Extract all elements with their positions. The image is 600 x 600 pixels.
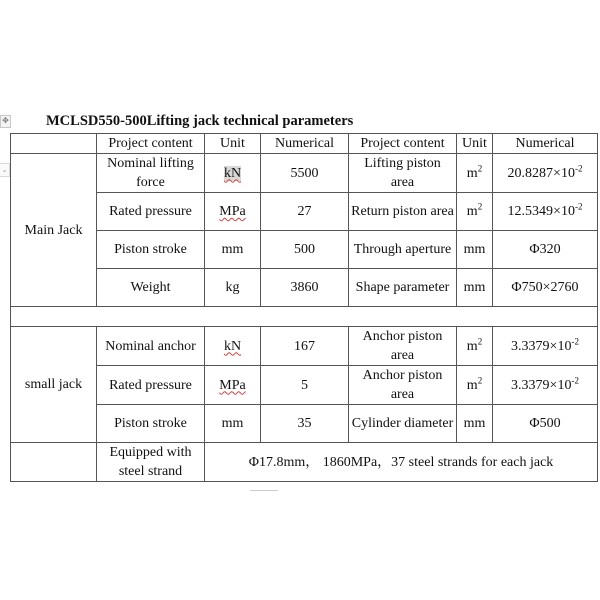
value-cell: 5 [261, 366, 349, 405]
table-row [11, 154, 598, 193]
value-cell [493, 366, 598, 405]
table-move-handle[interactable] [0, 115, 11, 128]
spacer-cell [11, 307, 598, 327]
value-cell: 5500 [261, 154, 349, 193]
unit-text: m [466, 338, 478, 354]
item-cell: Lifting piston area [349, 154, 457, 193]
spacer-row [11, 307, 598, 327]
item-cell: Anchor piston area [349, 366, 457, 405]
value-exponent: -2 [571, 374, 579, 385]
footer-value-cell: Φ17.8mm， 1860MPa，37 steel strands for each jack [205, 443, 598, 482]
unit-text: m [466, 204, 478, 219]
item-cell: Nominal lifting force [97, 154, 205, 193]
table-row [11, 327, 598, 366]
unit-cell [205, 154, 261, 193]
item-cell: Cylinder diameter [349, 405, 457, 443]
unit-cell: mm [205, 231, 261, 269]
value-cell: Φ500 [493, 405, 598, 443]
item-cell: Rated pressure [97, 366, 205, 405]
item-cell: Shape parameter [349, 269, 457, 307]
value-cell: 35 [261, 405, 349, 443]
table-title: MCLSD550-500Lifting jack technical parameters [46, 113, 354, 129]
row-handle[interactable] [0, 163, 10, 177]
unit-cell [457, 193, 493, 231]
table-row [11, 193, 598, 231]
value-cell: 167 [261, 327, 349, 366]
group-label-small-jack: small jack [11, 327, 97, 443]
footer-blank-cell [11, 443, 97, 482]
value-cell [493, 193, 598, 231]
table-row [11, 366, 598, 405]
unit-text: MPa [219, 377, 246, 393]
header-row [11, 134, 598, 154]
value-text: 3.3379×10 [511, 377, 572, 393]
unit-cell: mm [457, 231, 493, 269]
item-cell: Return piston area [349, 193, 457, 231]
header-cell-unit: Unit [205, 134, 261, 154]
unit-cell [205, 366, 261, 405]
chevron-down-icon: ⌄ [1, 166, 8, 174]
item-cell: Through aperture [349, 231, 457, 269]
value-exponent: -2 [574, 162, 583, 173]
table-row [11, 231, 598, 269]
table-row [11, 269, 598, 307]
item-cell: Piston stroke [97, 405, 205, 443]
header-cell-blank [11, 134, 97, 154]
header-cell-project-content-2: Project content [349, 134, 457, 154]
unit-superscript: 2 [477, 335, 483, 346]
unit-text[interactable]: kN [223, 165, 242, 181]
value-cell: 27 [261, 193, 349, 231]
item-cell: Weight [97, 269, 205, 307]
unit-text: m [466, 377, 478, 393]
value-exponent: -2 [574, 201, 583, 212]
value-cell: Φ320 [493, 231, 598, 269]
value-cell: 500 [261, 231, 349, 269]
value-text: 3.3379×10 [511, 338, 572, 354]
unit-text: kN [223, 338, 242, 354]
unit-cell [457, 154, 493, 193]
parameters-table [10, 133, 598, 482]
value-cell: 3860 [261, 269, 349, 307]
unit-superscript: 2 [477, 374, 483, 385]
value-cell [493, 327, 598, 366]
unit-cell: mm [457, 405, 493, 443]
item-cell: Nominal anchor [97, 327, 205, 366]
unit-cell [457, 327, 493, 366]
group-label-main-jack: Main Jack [11, 154, 97, 307]
item-cell: Anchor piston area [349, 327, 457, 366]
unit-superscript: 2 [477, 201, 483, 212]
unit-cell: mm [457, 269, 493, 307]
value-text: 20.8287×10 [507, 165, 575, 181]
divider [250, 490, 278, 491]
move-arrows-icon: ✥ [2, 116, 9, 125]
value-cell: Φ750×2760 [493, 269, 598, 307]
unit-cell [205, 193, 261, 231]
table-row [11, 405, 598, 443]
value-text: 12.5349×10 [507, 204, 575, 219]
unit-cell [457, 366, 493, 405]
unit-text: m [466, 165, 478, 181]
unit-superscript: 2 [477, 162, 483, 173]
value-cell [493, 154, 598, 193]
header-cell-numerical-2: Numerical [493, 134, 598, 154]
unit-cell: kg [205, 269, 261, 307]
footer-row [11, 443, 598, 482]
header-cell-project-content: Project content [97, 134, 205, 154]
item-cell: Piston stroke [97, 231, 205, 269]
header-cell-numerical: Numerical [261, 134, 349, 154]
item-cell: Rated pressure [97, 193, 205, 231]
unit-cell: mm [205, 405, 261, 443]
value-exponent: -2 [571, 335, 579, 346]
unit-text: MPa [219, 204, 246, 219]
unit-cell [205, 327, 261, 366]
footer-label-cell: Equipped with steel strand [97, 443, 205, 482]
header-cell-unit-2: Unit [457, 134, 493, 154]
